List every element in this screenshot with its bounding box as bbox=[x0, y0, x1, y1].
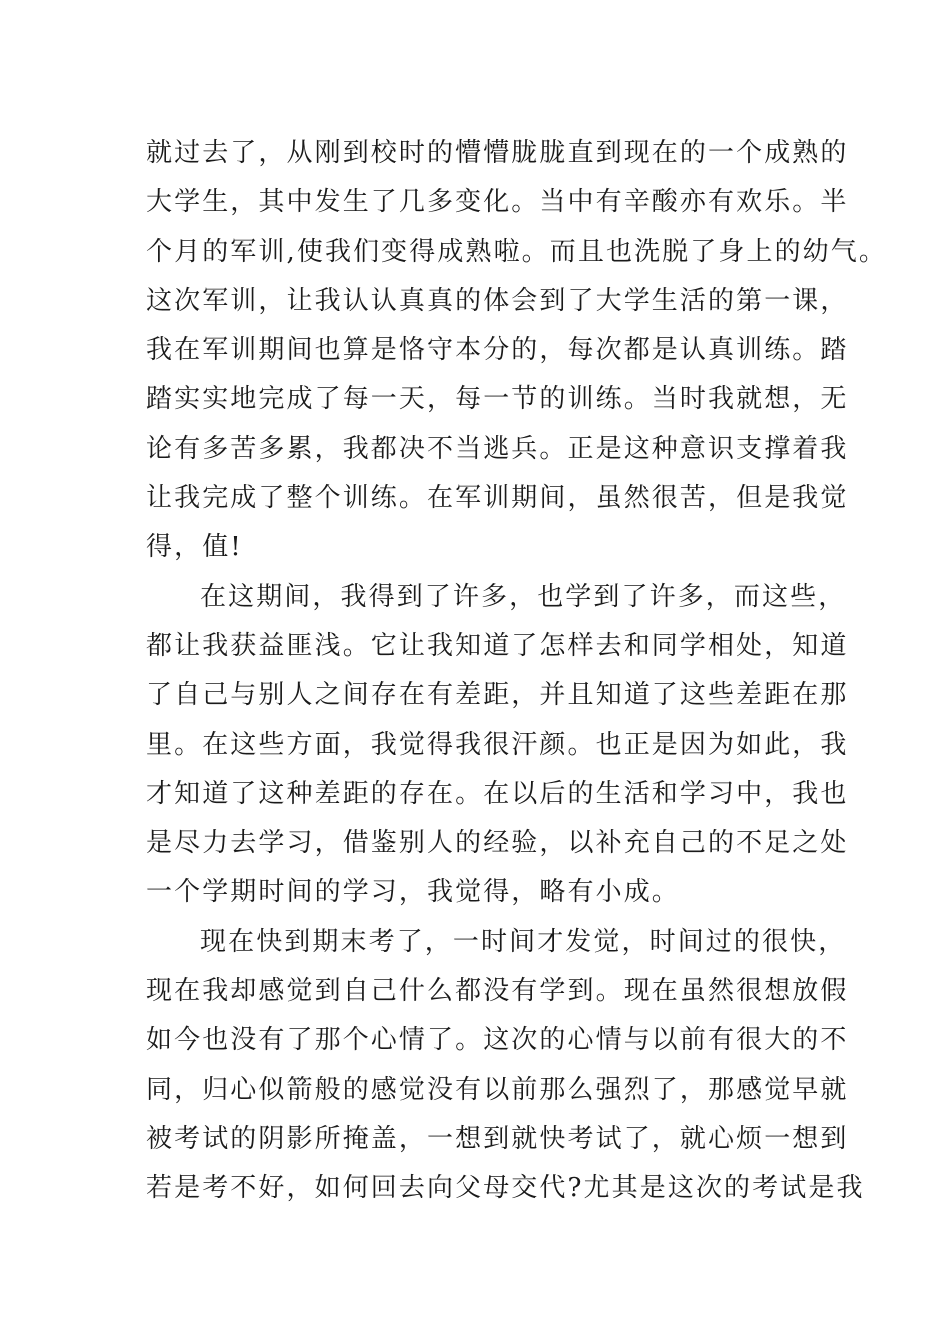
text-line-3: 个月的军训,使我们变得成熟啦。而且也洗脱了身上的幼气。 bbox=[146, 236, 887, 267]
text-line-11: 都让我获益匪浅。它让我知道了怎样去和同学相处，知道 bbox=[146, 630, 849, 661]
text-line-16: 一个学期时间的学习，我觉得，略有小成。 bbox=[146, 877, 680, 908]
text-line-19: 如今也没有了那个心情了。这次的心情与以前有很大的不 bbox=[146, 1025, 849, 1056]
paragraph-3-start: 现在快到期末考了，一时间才发觉，时间过的很快， bbox=[200, 926, 847, 957]
body-text bbox=[146, 129, 887, 1214]
text-line-15: 是尽力去学习，借鉴别人的经验，以补充自己的不足之处 bbox=[146, 828, 849, 859]
text-line-13: 里。在这些方面，我觉得我很汗颜。也正是因为如此，我 bbox=[146, 729, 849, 760]
text-line-1: 就过去了，从刚到校时的懵懵胧胧直到现在的一个成熟的 bbox=[146, 138, 849, 168]
text-line-14: 才知道了这种差距的存在。在以后的生活和学习中，我也 bbox=[146, 778, 849, 809]
text-line-9: 得，值! bbox=[146, 532, 243, 563]
text-line-4: 这次军训，让我认认真真的体会到了大学生活的第一课， bbox=[146, 285, 849, 316]
text-line-8: 让我完成了整个训练。在军训期间，虽然很苦，但是我觉 bbox=[146, 483, 849, 514]
text-line-6: 踏实实地完成了每一天，每一节的训练。当时我就想，无 bbox=[146, 384, 849, 415]
text-line-12: 了自己与别人之间存在有差距，并且知道了这些差距在那 bbox=[146, 680, 849, 711]
text-line-5: 我在军训期间也算是恪守本分的，每次都是认真训练。踏 bbox=[146, 335, 849, 366]
text-line-22: 若是考不好，如何回去向父母交代?尤其是这次的考试是我 bbox=[146, 1173, 865, 1204]
text-line-2: 大学生，其中发生了几多变化。当中有辛酸亦有欢乐。半 bbox=[146, 187, 849, 218]
text-line-18: 现在我却感觉到自己什么都没有学到。现在虽然很想放假 bbox=[146, 976, 849, 1007]
text-line-21: 被考试的阴影所掩盖，一想到就快考试了，就心烦一想到 bbox=[146, 1123, 849, 1154]
paragraph-2-start: 在这期间，我得到了许多，也学到了许多，而这些， bbox=[200, 581, 847, 612]
text-line-7: 论有多苦多累，我都决不当逃兵。正是这种意识支撑着我 bbox=[146, 433, 849, 464]
text-line-20: 同，归心似箭般的感觉没有以前那么强烈了，那感觉早就 bbox=[146, 1074, 849, 1105]
